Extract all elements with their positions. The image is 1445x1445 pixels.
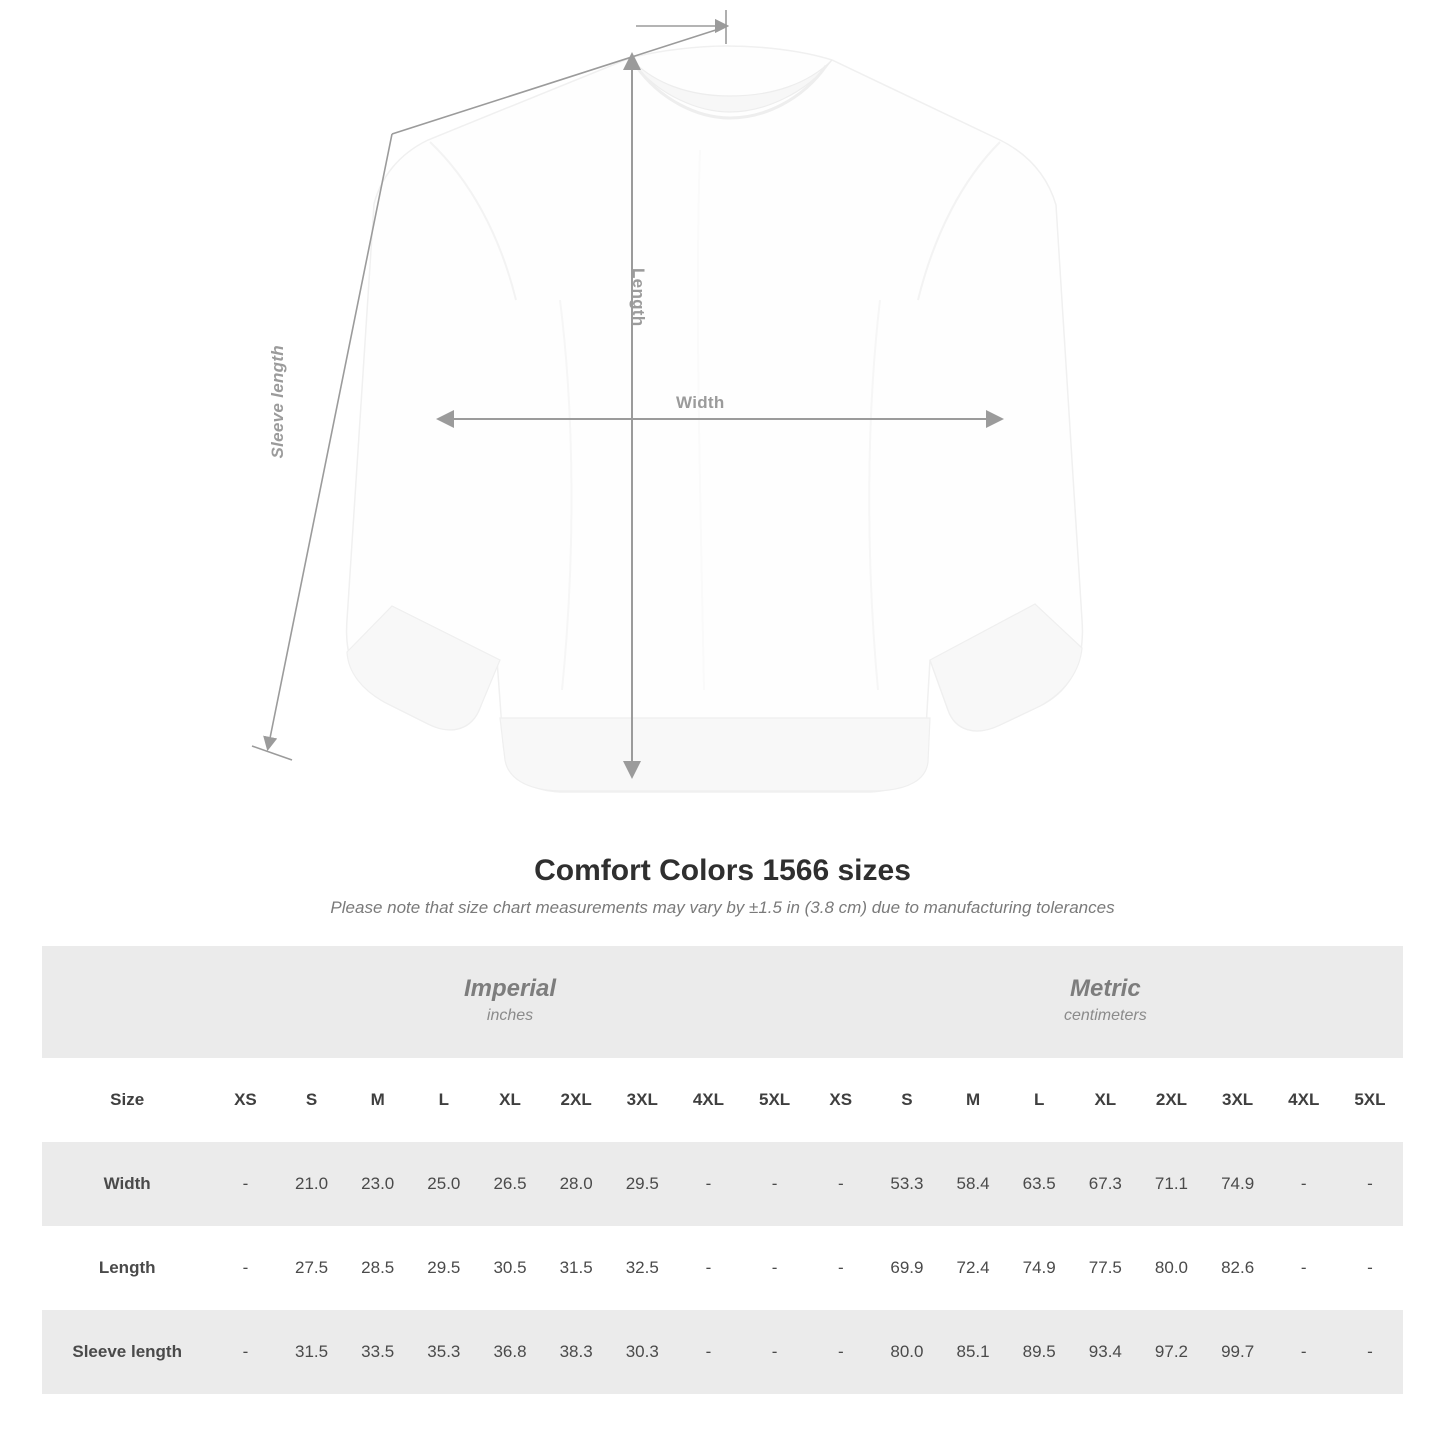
sleeve-imperial-m: 33.5	[345, 1310, 411, 1394]
row-label-width: Width	[42, 1142, 212, 1226]
sleeve-imperial-l: 35.3	[411, 1310, 477, 1394]
sleeve-imperial-xl: 36.8	[477, 1310, 543, 1394]
width-imperial-s: 21.0	[279, 1142, 345, 1226]
sleeve-imperial-2xl: 38.3	[543, 1310, 609, 1394]
unit-spacer-cell	[42, 946, 212, 1058]
width-imperial-xs: -	[212, 1142, 278, 1226]
width-metric-5xl: -	[1337, 1142, 1403, 1226]
size-header-metric-3xl: 3XL	[1205, 1058, 1271, 1142]
sleeve-imperial-4xl: -	[675, 1310, 741, 1394]
length-metric-xs: -	[808, 1226, 874, 1310]
width-imperial-m: 23.0	[345, 1142, 411, 1226]
metric-unit-sub: centimeters	[1064, 1007, 1147, 1024]
length-imperial-xl: 30.5	[477, 1226, 543, 1310]
size-chart-table	[42, 946, 1403, 1394]
metric-unit-cell	[808, 946, 1403, 1058]
width-metric-xl: 67.3	[1072, 1142, 1138, 1226]
length-metric-xl: 77.5	[1072, 1226, 1138, 1310]
row-label-length: Length	[42, 1226, 212, 1310]
page-title: Comfort Colors 1566 sizes	[534, 854, 911, 887]
title-block	[0, 854, 1445, 918]
length-imperial-5xl: -	[741, 1226, 807, 1310]
length-imperial-3xl: 32.5	[609, 1226, 675, 1310]
width-imperial-2xl: 28.0	[543, 1142, 609, 1226]
length-metric-l: 74.9	[1006, 1226, 1072, 1310]
width-metric-s: 53.3	[874, 1142, 940, 1226]
metric-unit-name: Metric	[1070, 975, 1141, 1003]
size-header-label: Size	[42, 1058, 212, 1142]
size-header-metric-2xl: 2XL	[1138, 1058, 1204, 1142]
length-metric-m: 72.4	[940, 1226, 1006, 1310]
size-header-metric-s: S	[874, 1058, 940, 1142]
sleeve-imperial-s: 31.5	[279, 1310, 345, 1394]
sleeve-metric-xs: -	[808, 1310, 874, 1394]
sleeve-metric-4xl: -	[1271, 1310, 1337, 1394]
width-metric-m: 58.4	[940, 1142, 1006, 1226]
imperial-unit-sub: inches	[486, 1007, 534, 1024]
row-label-sleeve-length: Sleeve length	[42, 1310, 212, 1394]
length-imperial-4xl: -	[675, 1226, 741, 1310]
sleeve-imperial-5xl: -	[741, 1310, 807, 1394]
unit-header-row	[42, 946, 1403, 1058]
table-row	[42, 1310, 1403, 1394]
size-header-row	[42, 1058, 1403, 1142]
sleeve-metric-m: 85.1	[940, 1310, 1006, 1394]
sleeve-metric-xl: 93.4	[1072, 1310, 1138, 1394]
length-metric-3xl: 82.6	[1205, 1226, 1271, 1310]
length-imperial-xs: -	[212, 1226, 278, 1310]
size-header-imperial-4xl: 4XL	[675, 1058, 741, 1142]
sleeve-metric-l: 89.5	[1006, 1310, 1072, 1394]
width-metric-3xl: 74.9	[1205, 1142, 1271, 1226]
size-header-imperial-xs: XS	[212, 1058, 278, 1142]
size-header-metric-l: L	[1006, 1058, 1072, 1142]
sleeve-metric-5xl: -	[1337, 1310, 1403, 1394]
sleeve-metric-s: 80.0	[874, 1310, 940, 1394]
size-header-imperial-s: S	[279, 1058, 345, 1142]
width-metric-xs: -	[808, 1142, 874, 1226]
size-header-metric-xl: XL	[1072, 1058, 1138, 1142]
imperial-unit-cell	[212, 946, 807, 1058]
size-header-metric-4xl: 4XL	[1271, 1058, 1337, 1142]
length-metric-2xl: 80.0	[1138, 1226, 1204, 1310]
size-header-imperial-l: L	[411, 1058, 477, 1142]
table-row	[42, 1226, 1403, 1310]
width-imperial-xl: 26.5	[477, 1142, 543, 1226]
sleeve-imperial-3xl: 30.3	[609, 1310, 675, 1394]
size-header-metric-m: M	[940, 1058, 1006, 1142]
size-header-metric-5xl: 5XL	[1337, 1058, 1403, 1142]
size-chart-container	[42, 946, 1403, 1394]
sleeve-metric-2xl: 97.2	[1138, 1310, 1204, 1394]
length-imperial-2xl: 31.5	[543, 1226, 609, 1310]
sleeve-length-dimension-label: Sleeve length	[268, 345, 287, 459]
length-metric-4xl: -	[1271, 1226, 1337, 1310]
size-header-imperial-5xl: 5XL	[741, 1058, 807, 1142]
width-imperial-4xl: -	[675, 1142, 741, 1226]
length-dimension-label: Length	[629, 268, 648, 327]
tolerance-note: Please note that size chart measurements may vary by ±1.5 in (3.8 cm) due to manufacturing tolerances	[330, 898, 1115, 917]
width-imperial-l: 25.0	[411, 1142, 477, 1226]
size-header-imperial-m: M	[345, 1058, 411, 1142]
imperial-unit-name: Imperial	[464, 975, 557, 1003]
table-row	[42, 1142, 1403, 1226]
size-header-imperial-xl: XL	[477, 1058, 543, 1142]
size-header-imperial-2xl: 2XL	[543, 1058, 609, 1142]
width-metric-l: 63.5	[1006, 1142, 1072, 1226]
sleeve-imperial-xs: -	[212, 1310, 278, 1394]
sleeve-metric-3xl: 99.7	[1205, 1310, 1271, 1394]
length-metric-s: 69.9	[874, 1226, 940, 1310]
length-imperial-m: 28.5	[345, 1226, 411, 1310]
width-metric-4xl: -	[1271, 1142, 1337, 1226]
width-imperial-3xl: 29.5	[609, 1142, 675, 1226]
length-metric-5xl: -	[1337, 1226, 1403, 1310]
width-dimension-label: Width	[676, 393, 725, 412]
size-header-metric-xs: XS	[808, 1058, 874, 1142]
length-imperial-l: 29.5	[411, 1226, 477, 1310]
width-metric-2xl: 71.1	[1138, 1142, 1204, 1226]
size-header-imperial-3xl: 3XL	[609, 1058, 675, 1142]
length-imperial-s: 27.5	[279, 1226, 345, 1310]
width-imperial-5xl: -	[741, 1142, 807, 1226]
